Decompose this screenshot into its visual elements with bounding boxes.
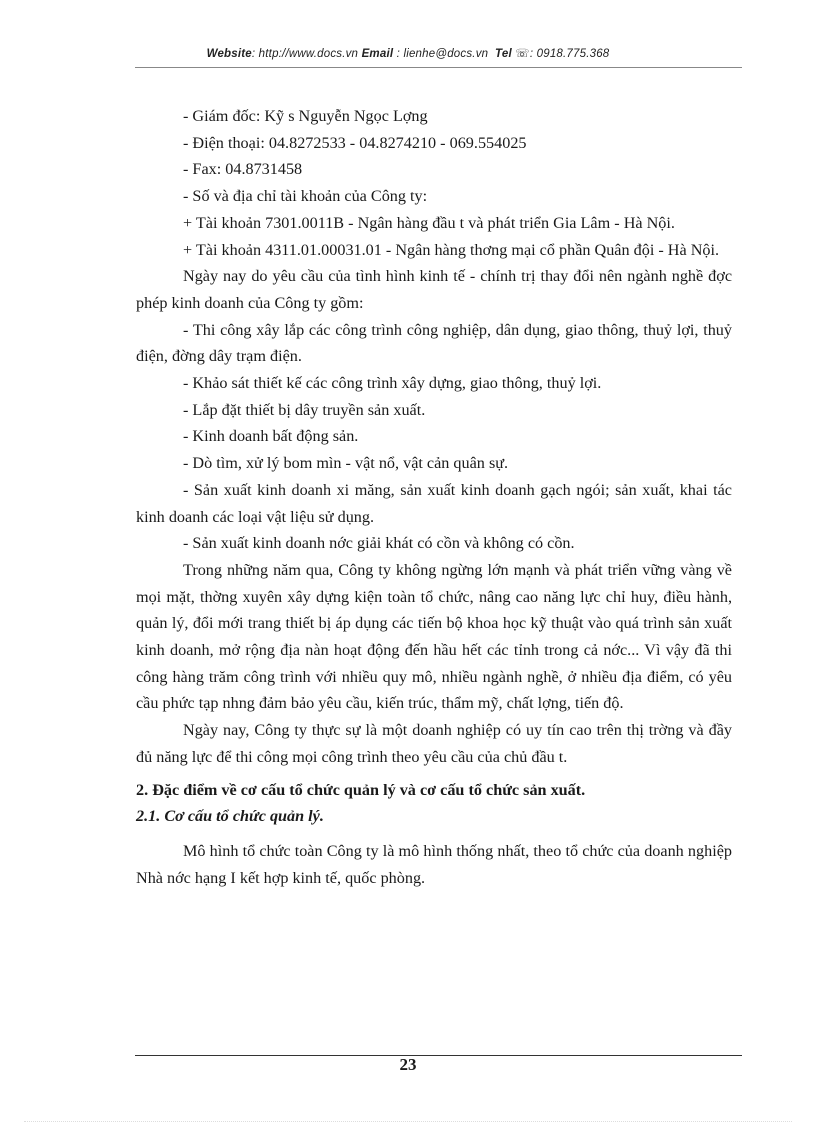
- paragraph: - Giám đốc: Kỹ s Nguyễn Ngọc Lợng: [183, 107, 428, 125]
- website-value: : http://www.docs.vn: [251, 48, 359, 60]
- page-header: [0, 46, 816, 60]
- email-label: Email: [361, 48, 394, 60]
- page-number: 23: [399, 1055, 417, 1074]
- paragraph: + Tài khoản 4311.01.00031.01 - Ngân hàng thơng mại cổ phần Quân đội - Hà Nội.: [183, 240, 720, 259]
- section-heading: 2. Đặc điểm về cơ cấu tổ chức quản lý và cơ cấu tổ chức sản xuất.: [136, 780, 586, 799]
- paragraph: - Kinh doanh bất động sản.: [183, 427, 359, 446]
- tel-label: Tel: [495, 48, 512, 60]
- paragraph: - Thi công xây lắp các công trình công nghiệp, dân dụng, giao thông, thuỷ lợi, thuỷ điện, đờng dây trạm điện.: [136, 320, 732, 366]
- paragraph: - Khảo sát thiết kế các công trình xây dựng, giao thông, thuỷ lợi.: [183, 374, 602, 393]
- paragraph: - Fax: 04.8731458: [183, 160, 303, 179]
- tel-value: : 0918.775.368: [529, 48, 610, 60]
- paragraph: - Sản xuất kinh doanh nớc giải khát có cồn và không có cồn.: [183, 534, 575, 553]
- paragraph: Trong những năm qua, Công ty không ngừng lớn mạnh và phát triển vững vàng về mọi mặt, thờng xuyên xây dựng kiện toàn tổ chức, nâng cao năng lực chỉ huy, điều hành, quản lý, đổi mới trang thiết bị áp dụng các tiến bộ khoa học kỹ thuật vào quá trình sản xuất kinh doanh, mở rộng địa nàn hoạt động đến hầu hết các tỉnh trong cả nớc... Vì vậy đã thi công hàng trăm công trình với nhiều quy mô, nhiều ngành nghề, ở nhiều địa điểm, có yêu cầu phức tạp nhng đảm bảo yêu cầu, kiến trúc, thẩm mỹ, chất lợng, tiến độ.: [136, 560, 732, 713]
- page-bottom-border: [24, 1121, 792, 1122]
- email-value: : lienhe@docs.vn: [396, 48, 489, 60]
- paragraph: - Số và địa chỉ tài khoản của Công ty:: [183, 187, 428, 206]
- phone-icon: ☏: [515, 48, 530, 60]
- subsection-heading: 2.1. Cơ cấu tổ chức quản lý.: [136, 807, 324, 826]
- paragraph: Mô hình tổ chức toàn Công ty là mô hình thống nhất, theo tổ chức của doanh nghiệp Nhà nớc hạng I kết hợp kinh tế, quốc phòng.: [136, 841, 732, 887]
- paragraph: Ngày nay do yêu cầu của tình hình kinh tế - chính trị thay đổi nên ngành nghề đợc phép kinh doanh của Công ty gồm:: [136, 267, 732, 312]
- paragraph: - Điện thoại: 04.8272533 - 04.8274210 - 069.554025: [183, 133, 527, 152]
- paragraph: - Dò tìm, xử lý bom mìn - vật nổ, vật cản quân sự.: [183, 454, 509, 473]
- document-body: [136, 103, 732, 891]
- header-divider: [135, 67, 742, 68]
- paragraph: - Sản xuất kinh doanh xi măng, sản xuất kinh doanh gạch ngói; sản xuất, khai tác kinh doanh các loại vật liệu sử dụng.: [136, 480, 732, 526]
- website-label: Website: [206, 48, 252, 60]
- paragraph: + Tài khoản 7301.0011B - Ngân hàng đầu t và phát triển Gia Lâm - Hà Nội.: [183, 213, 675, 232]
- paragraph: Ngày nay, Công ty thực sự là một doanh nghiệp có uy tín cao trên thị trờng và đầy đủ năng lực để thi công mọi công trình theo yêu cầu của chủ đầu t.: [136, 721, 732, 766]
- paragraph: - Lắp đặt thiết bị dây truyền sản xuất.: [183, 400, 426, 419]
